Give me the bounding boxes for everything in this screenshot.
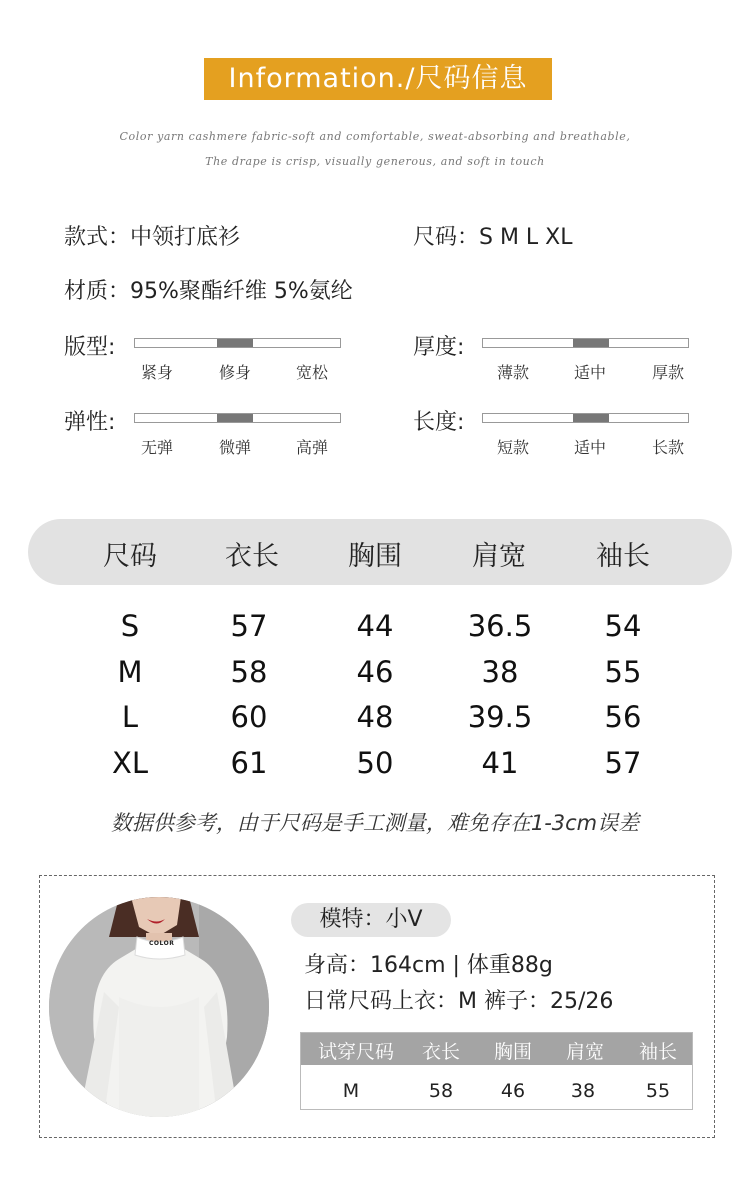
table-cell: 48 bbox=[356, 700, 394, 734]
trial-header-sleeve: 袖长 bbox=[638, 1041, 677, 1063]
table-cell: S bbox=[120, 609, 140, 643]
model-photo bbox=[49, 897, 269, 1117]
length-tick-1: 短款 bbox=[496, 438, 529, 457]
table-cell: 44 bbox=[356, 609, 394, 643]
table-cell: 56 bbox=[604, 700, 642, 734]
elasticity-scale-bar bbox=[134, 413, 341, 423]
table-cell: 54 bbox=[604, 609, 642, 643]
length-tick-2: 适中 bbox=[573, 438, 606, 457]
table-cell: 50 bbox=[356, 746, 394, 780]
trial-value-sleeve: 55 bbox=[645, 1080, 671, 1102]
length-scale-bar bbox=[482, 413, 689, 423]
thickness-scale-bar bbox=[482, 338, 689, 348]
table-cell: XL bbox=[111, 746, 149, 780]
table-cell: 46 bbox=[356, 655, 394, 689]
measurement-note: 数据供参考，由于尺码是手工测量，难免存在1-3cm误差 bbox=[110, 811, 640, 835]
fit-label: 版型: bbox=[64, 335, 116, 360]
table-cell: 41 bbox=[481, 746, 519, 780]
model-name: 模特：小V bbox=[291, 903, 451, 937]
table-cell: 57 bbox=[230, 609, 268, 643]
thickness-scale-marker bbox=[573, 339, 609, 347]
size-header-length: 衣长 bbox=[225, 541, 279, 572]
subtitle-line-1: Color yarn cashmere fabric-soft and comfortable, sweat-absorbing and breathable, bbox=[119, 130, 631, 143]
page-title: Information./尺码信息 bbox=[204, 58, 552, 100]
style-info: 款式：中领打底衫 bbox=[64, 225, 241, 250]
thickness-tick-3: 厚款 bbox=[651, 363, 684, 382]
elasticity-label: 弹性: bbox=[64, 410, 116, 435]
size-header-sleeve: 袖长 bbox=[596, 541, 650, 572]
fit-tick-2: 修身 bbox=[218, 363, 251, 382]
sizes-info: 尺码：S M L XL bbox=[413, 225, 573, 250]
fit-scale-marker bbox=[217, 339, 253, 347]
elasticity-scale-marker bbox=[217, 414, 253, 422]
thickness-tick-2: 适中 bbox=[573, 363, 606, 382]
shirt-print: COLOR bbox=[149, 940, 175, 947]
table-cell: 36.5 bbox=[467, 609, 533, 643]
trial-header-size: 试穿尺码 bbox=[317, 1041, 394, 1063]
subtitle-line-2: The drape is crisp, visually generous, and soft in touch bbox=[205, 155, 545, 168]
table-cell: 55 bbox=[604, 655, 642, 689]
fit-scale-bar bbox=[134, 338, 341, 348]
table-cell: 61 bbox=[230, 746, 268, 780]
table-cell: 57 bbox=[604, 746, 642, 780]
table-cell: M bbox=[117, 655, 143, 689]
material-info: 材质：95%聚酯纤维 5%氨纶 bbox=[64, 279, 353, 304]
length-label: 长度: bbox=[413, 410, 465, 435]
table-cell: L bbox=[121, 700, 139, 734]
elasticity-tick-1: 无弹 bbox=[140, 438, 173, 457]
trial-value-shoulder: 38 bbox=[570, 1080, 596, 1102]
model-usual-size: 日常尺码上衣：M 裤子：25/26 bbox=[304, 989, 614, 1014]
size-header-size: 尺码 bbox=[103, 541, 157, 572]
trial-header-shoulder: 肩宽 bbox=[565, 1041, 604, 1063]
length-tick-3: 长款 bbox=[651, 438, 684, 457]
trial-header-length: 衣长 bbox=[421, 1041, 460, 1063]
table-cell: 60 bbox=[230, 700, 268, 734]
fit-tick-3: 宽松 bbox=[295, 363, 328, 382]
model-illustration bbox=[49, 897, 269, 1117]
trial-header-chest: 胸围 bbox=[493, 1041, 532, 1063]
size-header-chest: 胸围 bbox=[348, 541, 402, 572]
size-header-shoulder: 肩宽 bbox=[472, 541, 526, 572]
trial-value-chest: 46 bbox=[500, 1080, 526, 1102]
elasticity-tick-2: 微弹 bbox=[218, 438, 251, 457]
elasticity-tick-3: 高弹 bbox=[295, 438, 328, 457]
length-scale-marker bbox=[573, 414, 609, 422]
table-cell: 38 bbox=[481, 655, 519, 689]
trial-value-length: 58 bbox=[428, 1080, 454, 1102]
trial-value-size: M bbox=[342, 1080, 360, 1102]
model-stats: 身高：164cm | 体重88g bbox=[304, 953, 553, 978]
table-cell: 58 bbox=[230, 655, 268, 689]
table-cell: 39.5 bbox=[467, 700, 533, 734]
thickness-tick-1: 薄款 bbox=[496, 363, 529, 382]
fit-tick-1: 紧身 bbox=[140, 363, 173, 382]
thickness-label: 厚度: bbox=[413, 335, 465, 360]
